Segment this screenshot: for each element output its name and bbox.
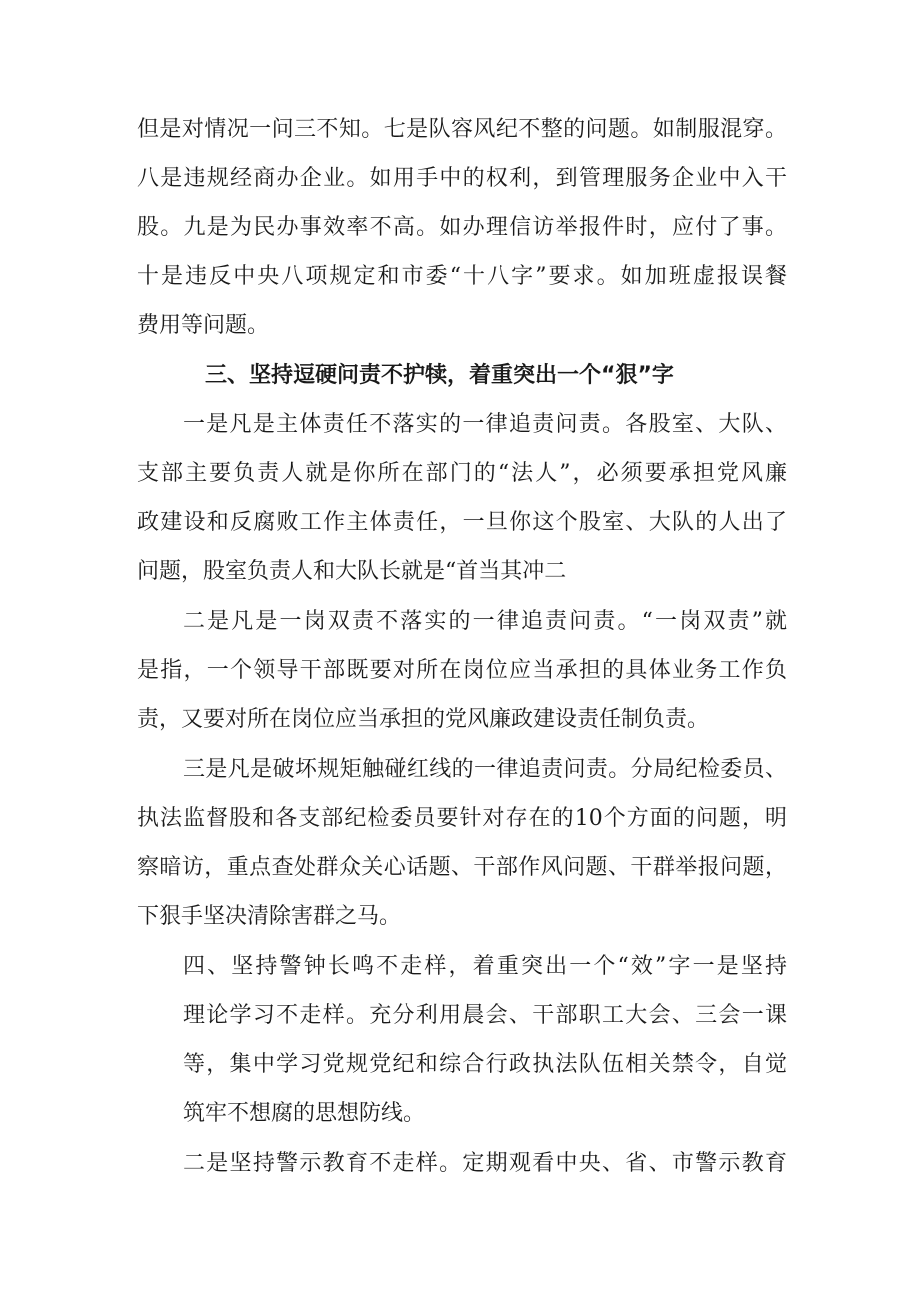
- text-line: 是指，一个领导干部既要对所在岗位应当承担的具体业务工作负: [137, 658, 787, 683]
- text-line: 费用等问题。: [137, 313, 270, 338]
- text-line: 但是对情况一问三不知。七是队容风纪不整的问题。如制服混穿。: [137, 117, 787, 142]
- text-line: 察暗访，重点查处群众关心话题、干部作风问题、干群举报问题，: [137, 855, 787, 880]
- text-line: 八是违规经商办企业。如用手中的权利，到管理服务企业中入干: [137, 166, 787, 191]
- text-line: 支部主要负责人就是你所在部门的“法人”，必须要承担党风廉: [137, 461, 787, 486]
- text-line: 十是违反中央八项规定和市委“十八字”要求。如加班虚报误餐: [137, 264, 787, 289]
- text-line: 理论学习不走样。充分利用晨会、干部职工大会、三会一课: [183, 1003, 787, 1028]
- text-line: 下狠手坚决清除害群之马。: [137, 904, 402, 929]
- text-line: 筑牢不想腐的思想防线。: [183, 1101, 426, 1126]
- text-line: 二是凡是一岗双责不落实的一律追责问责。“一岗双责”就: [183, 609, 787, 634]
- text-line: 三是凡是破坏规矩触碰红线的一律追责问责。分局纪检委员、: [183, 757, 787, 782]
- text-line: 问题，股室负责人和大队长就是“首当其冲二: [137, 559, 567, 584]
- text-line: 一是凡是主体责任不落实的一律追责问责。各股室、大队、: [183, 412, 787, 437]
- text-line: 等，集中学习党规党纪和综合行政执法队伍相关禁令，自觉: [183, 1052, 787, 1077]
- text-line: 股。九是为民办事效率不高。如办理信访举报件时，应付了事。: [137, 215, 787, 240]
- text-line: 执法监督股和各支部纪检委员要针对存在的10个方面的问题，明: [137, 806, 787, 831]
- section-heading: 三、坚持逗硬问责不护犊，着重突出一个“狠”字: [205, 363, 674, 388]
- text-line: 责，又要对所在岗位应当承担的党风廉政建设责任制负责。: [137, 707, 710, 732]
- text-line: 四、坚持警钟长鸣不走样，着重突出一个“效”字一是坚持: [183, 954, 787, 979]
- text-line: 政建设和反腐败工作主体责任，一旦你这个股室、大队的人出了: [137, 510, 787, 535]
- text-line: 二是坚持警示教育不走样。定期观看中央、省、市警示教育: [183, 1151, 787, 1176]
